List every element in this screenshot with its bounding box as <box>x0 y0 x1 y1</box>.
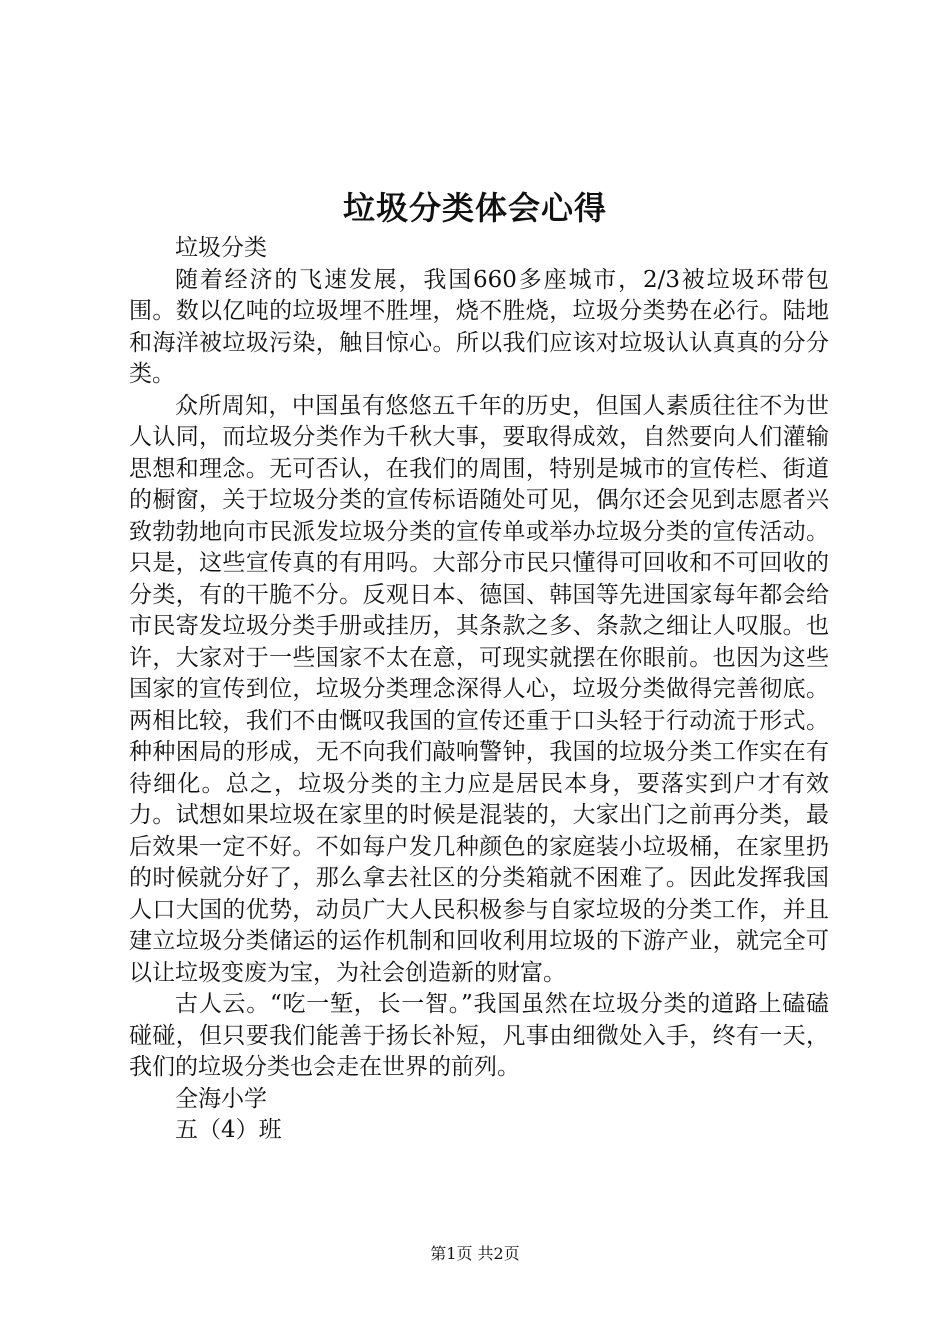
author-school: 全海小学 <box>175 1085 267 1112</box>
document-title: 垃圾分类体会心得 <box>342 189 607 227</box>
page-footer: 第1页 共2页 <box>430 1244 520 1263</box>
paragraph-heading: 垃圾分类 <box>175 235 267 261</box>
document-body <box>129 233 829 1147</box>
author-class: 五（4）班 <box>175 1117 282 1143</box>
paragraph-intro: 随着经济的飞速发展，我国660多座城市，2/3被垃圾环带包围。数以亿吨的垃圾埋不胜埋，烧不胜烧，垃圾分类势在必行。陆地和海洋被垃圾污染，触目惊心。所以我们应该对垃圾认认真真的分分类。 <box>129 266 829 387</box>
paragraph-conclusion: 古人云。“吃一堑，长一智。”我国虽然在垃圾分类的道路上磕磕碰碰，但只要我们能善于扬长补短，凡事由细微处入手，终有一天，我们的垃圾分类也会走在世界的前列。 <box>129 991 829 1080</box>
paragraph-main: 众所周知，中国虽有悠悠五千年的历史，但国人素质往往不为世人认同，而垃圾分类作为千秋大事，要取得成效，自然要向人们灌输思想和理念。无可否认，在我们的周围，特别是城市的宣传栏、街道的橱窗，关于垃圾分类的宣传标语随处可见，偶尔还会见到志愿者兴致勃勃地向市民派发垃圾分类的宣传单或举办垃圾分类的宣传活动。只是，这些宣传真的有用吗。大部分市民只懂得可回收和不可回收的分类，有的干脆不分。反观日本、德国、韩国等先进国家每年都会给市民寄发垃圾分类手册或挂历，其条款之多、条款之细让人叹服。也许，大家对于一些国家不太在意，可现实就摆在你眼前。也因为这些国家的宣传到位，垃圾分类理念深得人心，垃圾分类做得完善彻底。两相比较，我们不由慨叹我国的宣传还重于口头轻于行动流于形式。种种困局的形成，无不向我们敲响警钟，我国的垃圾分类工作实在有待细化。总之，垃圾分类的主力应是居民本身，要落实到户才有效力。试想如果垃圾在家里的时候是混装的，大家出门之前再分类，最后效果一定不好。不如每户发几种颜色的家庭装小垃圾桶，在家里扔的时候就分好了，那么拿去社区的分类箱就不困难了。因此发挥我国人口大国的优势，动员广大人民积极参与自家垃圾的分类工作，并且建立垃圾分类储运的运作机制和回收利用垃圾的下游产业，就完全可以让垃圾变废为宝，为社会创造新的财富。 <box>129 392 829 986</box>
